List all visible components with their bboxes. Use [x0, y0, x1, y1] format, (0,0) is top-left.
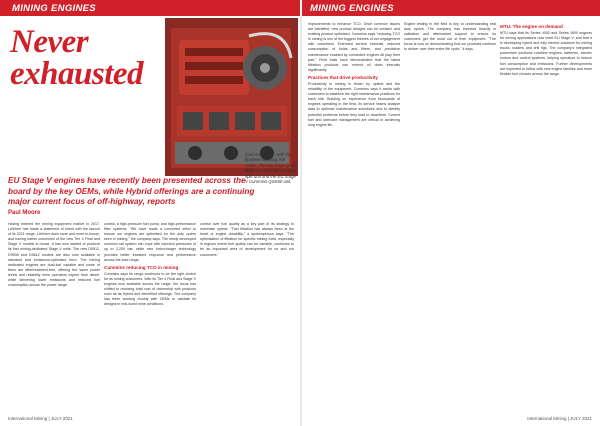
body-text: control over fuel quality as a key part of its strategy to maximise uptime. "Fuel filtration has always been at the heart of engine durability," a spokesperson says. "The optimisation of filtration for specific mining fuels, especially in regions where fuel quality can be variable, continues to be an important area of development for us and our customers."	[200, 222, 294, 257]
body-column-6	[500, 22, 592, 412]
body-text: MTU says that its Series 4000 and Series 1600 engines for mining applications now meet EU Stage V, and that it is developing hybrid and fully electric solutions for mining trucks, loaders and drill rigs. The company's integrated powertrain solutions combine engines, batteries, electric motors and control systems, helping operators to reduce fuel consumption and emissions. Further developments are expected to follow with new engine families and more flexible fuel choices across the range.	[500, 31, 592, 76]
body-column-2	[104, 222, 196, 412]
subhead: MTU: The engine on demand	[500, 24, 563, 29]
page-gutter	[300, 16, 302, 426]
section-label-right: MINING ENGINES	[310, 2, 394, 14]
section-header-right	[302, 0, 600, 16]
article-byline: Paul Moore	[8, 210, 41, 216]
body-text: Productivity in mining is driven by uptime and the reliability of the equipment. Cummins says it works with customers to establish the right maintenance practices for each site. Building on experience from thousands of engines operating in the field, its service teams analyse data to optimise maintenance schedules and to identify potential problems before they lead to downtime. Correct fuel and lubricant management are critical in achieving long engine life.	[308, 81, 400, 127]
article-title: Never exhausted	[10, 24, 144, 92]
article-standfirst: EU Stage V engines have recently been presented across the board by the key OEMs, while Hybrid offerings are a continuing major current focus of off-highway, reports	[8, 176, 255, 206]
body-text: Having entered the mining equipment market in 2017, Liebherr has made a statement of intent with the launch of its 2021 range. Liebherr does more and more in-house, and having earlier conceived of the new Tier 4 Final and Stage V models in-house, it has now started to produce its first mining-dedicated Stage V units. The new D9512, D9508 and D9812 models are also now available in standard and emissions-optimised form. The mining dedicated engines are dual-fuel capable and some of them are aftertreatment-free, offering the same power levels and reliability mine operators expect from diesel, while delivering lower emissions and reduced fuel consumption across the power range.	[8, 222, 100, 288]
subhead: Cummins reducing TCO in mining	[104, 264, 179, 270]
body-text: Cummins says its range continues to be the right choice for its mining customers. With its Tier 4 Final and Stage V engines now available across the range, the focus has shifted to reducing total cost of ownership with products such as its Hybrid and electrified offerings. The company has been working closely with OEMs to validate its designs in real-world mine conditions.	[104, 271, 196, 307]
photo-caption: Cast main gear: with the flywheel housing, the rocker, the two-stage gears fitted to a new Nidec power split unit and the EU Stage V Cummins QSK60 unit.	[245, 152, 297, 185]
subhead: Practices that drive productivity	[308, 74, 378, 80]
body-text: control, a high-pressure fuel pump, and high-performance filter systems. "We have made a concerted effort to ensure our engines are optimised for the duty cycles seen in mining," the company says. The newly developed common rail system can cope with injection pressures of up to 2,200 bar, while new turbocharger technology provides better transient response and performance across the load range.	[104, 222, 196, 262]
body-text: improvements to enhance TCO. Once common issues are identified, new product designs can be created, and existing product optimised. Cummins says "reducing TCO in mining is one of the biggest themes of our engagement with customers. Extended service intervals, reduced consumption of fluids and filters, and predictive maintenance enabled by connected engines all play their part." Field trials have demonstrated that the latest filtration products can extend oil drain intervals significantly.	[308, 22, 400, 72]
body-text: Engine testing in the field is key to understanding real duty cycles. The company has invested heavily in validation and aftermarket support to ensure its customers get the most out of their equipment. "The focus is now on demonstrating that our products continue to deliver over their entire life cycle," it says.	[404, 22, 496, 52]
footer-left: International Mining | JULY 2021	[8, 416, 73, 421]
body-column-4	[308, 22, 400, 412]
body-column-1	[8, 222, 100, 412]
body-column-5	[404, 22, 496, 412]
footer-right: International Mining | JULY 2021	[527, 416, 592, 421]
section-header-left	[0, 0, 300, 16]
body-column-3	[200, 222, 294, 412]
section-label-left: MINING ENGINES	[12, 2, 96, 14]
